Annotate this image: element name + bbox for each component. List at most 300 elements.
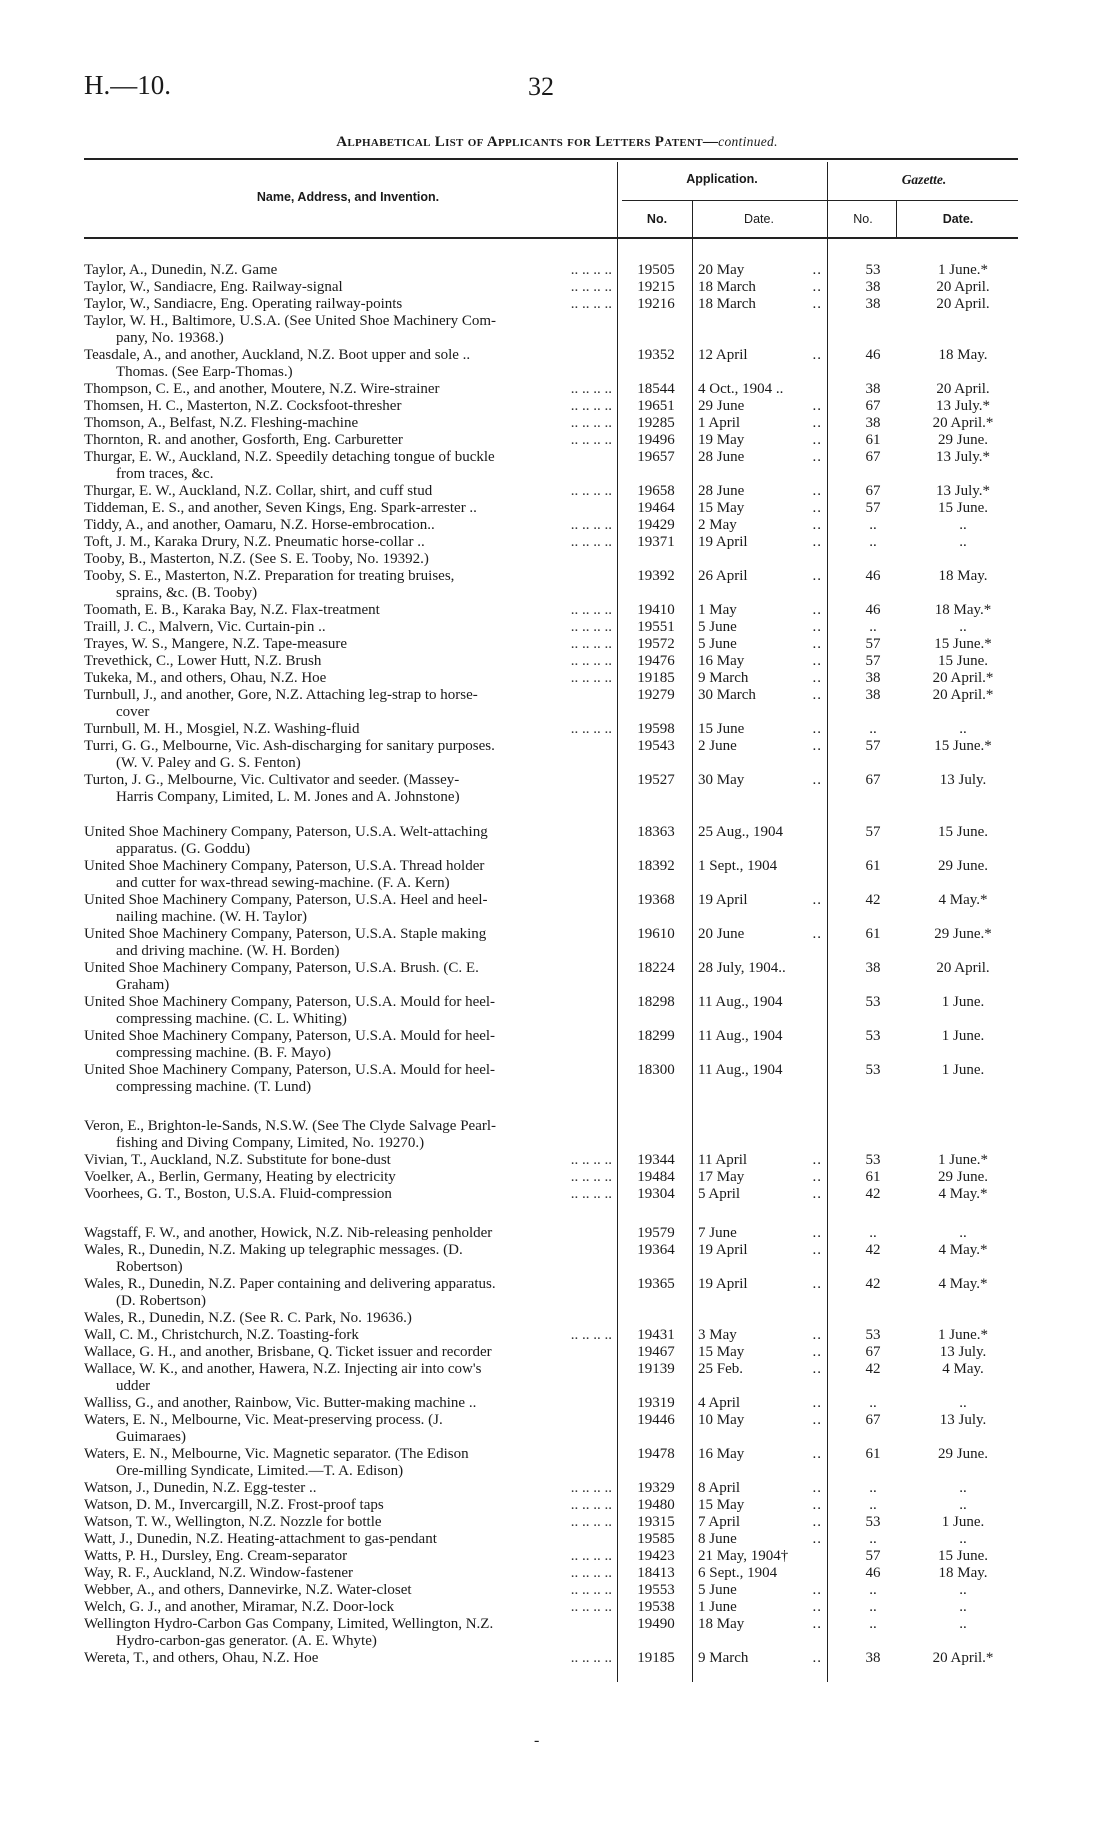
leader-dots: .. .. .. .. — [570, 381, 612, 397]
table-row — [0, 279, 1114, 296]
application-date: 15 May — [698, 1344, 745, 1360]
application-date: 28 June — [698, 483, 745, 499]
application-number: 19423 — [637, 1548, 675, 1564]
application-date: 4 April — [698, 1395, 741, 1411]
application-number: 19467 — [637, 1344, 675, 1360]
applicant-name: Toft, J. M., Karaka Drury, N.Z. Pneumatic horse-collar .. — [84, 534, 425, 550]
gazette-number: .. — [869, 534, 877, 550]
date-dots: .. — [812, 415, 822, 431]
title-continued: continued. — [718, 134, 778, 149]
gazette-date: 29 June. — [938, 432, 988, 448]
application-number: 19572 — [637, 636, 675, 652]
table-row — [0, 892, 1114, 926]
application-number: 18298 — [637, 994, 675, 1010]
application-date: 5 April — [698, 1186, 741, 1202]
date-dots: .. — [812, 1582, 822, 1598]
application-number: 19185 — [637, 1650, 675, 1666]
applicant-entry — [84, 994, 612, 1028]
gazette-date: .. — [959, 1480, 967, 1496]
gazette-date: 15 June.* — [934, 636, 992, 652]
applicant-entry — [84, 858, 612, 892]
gazette-number: 38 — [865, 670, 881, 686]
table-row — [0, 1616, 1114, 1650]
date-dots: .. — [812, 926, 822, 942]
leader-dots: .. .. .. .. — [570, 1186, 612, 1202]
application-number: 19579 — [637, 1225, 675, 1241]
gazette-date: 13 July.* — [935, 449, 991, 465]
table-row — [0, 602, 1114, 619]
table-row — [0, 1531, 1114, 1548]
applicant-name: Tiddeman, E. S., and another, Seven Kings, Eng. Spark-arrester .. — [84, 500, 477, 516]
gazette-number: 53 — [865, 1062, 881, 1078]
gazette-number: 38 — [865, 381, 881, 397]
applicant-name-continued: compressing machine. (C. L. Whiting) — [116, 1011, 347, 1027]
gazette-date: 13 July.* — [935, 483, 991, 499]
application-number: 18363 — [637, 824, 675, 840]
applicant-entry — [84, 892, 612, 926]
leader-dots: .. .. .. .. — [570, 1169, 612, 1185]
application-date: 1 April — [698, 415, 741, 431]
applicant-name: Wales, R., Dunedin, N.Z. (See R. C. Park, No. 19636.) — [84, 1310, 412, 1326]
applicant-entry — [84, 824, 612, 858]
application-number: 19279 — [637, 687, 675, 703]
gazette-number: 38 — [865, 960, 881, 976]
gazette-date: 18 May. — [938, 347, 988, 363]
application-date: 18 March — [698, 279, 756, 295]
table-row — [0, 772, 1114, 806]
applicant-entry — [84, 347, 612, 381]
gazette-number: 53 — [865, 994, 881, 1010]
application-number: 19185 — [637, 670, 675, 686]
applicant-name-continued: cover — [116, 704, 150, 720]
gazette-number: .. — [869, 1225, 877, 1241]
gazette-date: 4 May.* — [938, 1276, 988, 1292]
table-row — [0, 1514, 1114, 1531]
applicant-name-continued: Hydro-carbon-gas generator. (A. E. Whyte) — [116, 1633, 377, 1649]
table-row — [0, 1565, 1114, 1582]
application-date: 15 May — [698, 1497, 745, 1513]
date-dots: .. — [812, 432, 822, 448]
gazette-date: .. — [959, 1497, 967, 1513]
gazette-number: .. — [869, 1599, 877, 1615]
title-main: Alphabetical List of Applicants for Letters Patent— — [336, 134, 719, 150]
application-number: 19543 — [637, 738, 675, 754]
application-number: 19319 — [637, 1395, 675, 1411]
header-gazette: Gazette. — [901, 172, 947, 187]
date-dots: .. — [812, 1225, 822, 1241]
application-number: 19364 — [637, 1242, 675, 1258]
applicant-entry — [84, 687, 612, 721]
applicant-name: Trayes, W. S., Mangere, N.Z. Tape-measure — [84, 636, 348, 652]
application-date: 18 May — [698, 1616, 745, 1632]
applicant-entry — [84, 1531, 612, 1548]
application-number: 18544 — [637, 381, 675, 397]
applicant-entry — [84, 1395, 612, 1412]
gazette-date: .. — [959, 1395, 967, 1411]
table-row — [0, 1361, 1114, 1395]
applicant-name: Taylor, A., Dunedin, N.Z. Game — [84, 262, 278, 278]
application-date: 19 April — [698, 1242, 748, 1258]
table-row — [0, 721, 1114, 738]
gazette-number: 53 — [865, 1028, 881, 1044]
gazette-date: 4 May. — [942, 1361, 984, 1377]
table-row — [0, 1650, 1114, 1667]
gazette-number: 57 — [865, 636, 881, 652]
applicant-name: Thornton, R. and another, Gosforth, Eng. Carburetter — [84, 432, 403, 448]
gazette-date: 1 June.* — [938, 1152, 988, 1168]
application-date: 10 May — [698, 1412, 745, 1428]
applicant-name-continued: nailing machine. (W. H. Taylor) — [116, 909, 307, 925]
date-dots: .. — [812, 619, 822, 635]
gazette-number: 67 — [865, 483, 881, 499]
table-row — [0, 398, 1114, 415]
application-number: 19658 — [637, 483, 675, 499]
application-number: 19304 — [637, 1186, 675, 1202]
date-dots: .. — [812, 398, 822, 414]
application-date: 28 July, 1904.. — [698, 960, 786, 976]
gazette-number: 53 — [865, 1514, 881, 1530]
application-date: 5 June — [698, 619, 737, 635]
applicant-name-continued: compressing machine. (T. Lund) — [116, 1079, 312, 1095]
date-dots: .. — [812, 279, 822, 295]
applicant-name-continued: (W. V. Paley and G. S. Fenton) — [116, 755, 301, 771]
application-date: 16 May — [698, 1446, 745, 1462]
applicant-entry — [84, 1225, 612, 1242]
applicant-entry — [84, 1310, 612, 1327]
application-date: 11 Aug., 1904 — [698, 1028, 783, 1044]
application-date: 19 April — [698, 892, 748, 908]
gazette-number: 57 — [865, 653, 881, 669]
leader-dots: .. .. .. .. — [570, 1514, 612, 1530]
applicant-name: United Shoe Machinery Company, Paterson, U.S.A. Staple making — [84, 926, 487, 942]
applicant-name: United Shoe Machinery Company, Paterson, U.S.A. Mould for heel- — [84, 994, 496, 1010]
applicant-entry — [84, 738, 612, 772]
table-row — [0, 1395, 1114, 1412]
table-row — [0, 415, 1114, 432]
table-row — [0, 313, 1114, 347]
gazette-number: .. — [869, 721, 877, 737]
leader-dots: .. .. .. .. — [570, 398, 612, 414]
applicant-entry — [84, 313, 612, 347]
date-dots: .. — [812, 1514, 822, 1530]
application-date: 11 Aug., 1904 — [698, 1062, 783, 1078]
applicant-name: Watson, J., Dunedin, N.Z. Egg-tester .. — [84, 1480, 317, 1496]
applicant-name: Veron, E., Brighton-le-Sands, N.S.W. (See The Clyde Salvage Pearl- — [84, 1118, 497, 1134]
application-date: 18 March — [698, 296, 756, 312]
application-number: 19496 — [637, 432, 675, 448]
applicant-name: Voorhees, G. T., Boston, U.S.A. Fluid-compression — [84, 1186, 392, 1202]
application-date: 9 March — [698, 1650, 749, 1666]
date-dots: .. — [812, 1327, 822, 1343]
table-row — [0, 381, 1114, 398]
applicant-name: Watt, J., Dunedin, N.Z. Heating-attachment to gas-pendant — [84, 1531, 437, 1547]
gazette-date: 15 June. — [938, 653, 988, 669]
application-number: 18392 — [637, 858, 675, 874]
application-number: 19484 — [637, 1169, 675, 1185]
table-row — [0, 347, 1114, 381]
applicant-name: Taylor, W. H., Baltimore, U.S.A. (See United Shoe Machinery Com- — [84, 313, 497, 329]
applicant-name-continued: sprains, &c. (B. Tooby) — [116, 585, 258, 601]
date-dots: .. — [812, 347, 822, 363]
date-dots: .. — [812, 296, 822, 312]
leader-dots: .. .. .. .. — [570, 1548, 612, 1564]
table-row — [0, 738, 1114, 772]
gazette-number: 53 — [865, 1152, 881, 1168]
application-number: 18413 — [637, 1565, 675, 1581]
date-dots: .. — [812, 483, 822, 499]
date-dots: .. — [812, 1412, 822, 1428]
applicant-name: Tukeka, M., and others, Ohau, N.Z. Hoe — [84, 670, 327, 686]
table-row — [0, 1242, 1114, 1276]
table-row — [0, 1169, 1114, 1186]
application-date: 15 May — [698, 500, 745, 516]
table-row — [0, 1225, 1114, 1242]
date-dots: .. — [812, 262, 822, 278]
leader-dots: .. .. .. .. — [570, 1152, 612, 1168]
table-row — [0, 858, 1114, 892]
gazette-date: .. — [959, 1616, 967, 1632]
applicant-entry — [84, 1276, 612, 1310]
gazette-date: 20 April. — [936, 279, 990, 295]
table-row — [0, 568, 1114, 602]
header-app-no: No. — [646, 212, 668, 226]
gazette-number: 46 — [865, 347, 881, 363]
application-date: 11 Aug., 1904 — [698, 994, 783, 1010]
date-dots: .. — [812, 1650, 822, 1666]
applicant-entry — [84, 1118, 612, 1152]
table-row — [0, 551, 1114, 568]
gazette-number: 61 — [865, 1169, 881, 1185]
applicant-name-continued: Harris Company, Limited, L. M. Jones and A. Johnstone) — [116, 789, 460, 805]
table-row — [0, 483, 1114, 500]
applicant-name-continued: udder — [116, 1378, 151, 1394]
applicant-entry — [84, 551, 612, 568]
gazette-date: 18 May.* — [934, 602, 992, 618]
application-date: 1 Sept., 1904 — [698, 858, 778, 874]
gazette-number: 38 — [865, 1650, 881, 1666]
table-row — [0, 1548, 1114, 1565]
gazette-number: 38 — [865, 415, 881, 431]
gazette-date: 20 April.* — [932, 1650, 994, 1666]
applicant-name: Wereta, T., and others, Ohau, N.Z. Hoe — [84, 1650, 319, 1666]
application-number: 19551 — [637, 619, 675, 635]
gazette-date: .. — [959, 619, 967, 635]
table-row — [0, 670, 1114, 687]
leader-dots: .. .. .. .. — [570, 262, 612, 278]
gazette-date: 13 July.* — [935, 398, 991, 414]
gazette-number: 57 — [865, 824, 881, 840]
application-number: 19371 — [637, 534, 675, 550]
table-row — [0, 449, 1114, 483]
gazette-date: 1 June. — [941, 1062, 985, 1078]
gazette-number: .. — [869, 1480, 877, 1496]
gazette-number: 42 — [865, 1186, 881, 1202]
table-row — [0, 517, 1114, 534]
date-dots: .. — [812, 1344, 822, 1360]
table-row — [0, 824, 1114, 858]
applicant-name: Vivian, T., Auckland, N.Z. Substitute for bone-dust — [84, 1152, 391, 1168]
gazette-number: 46 — [865, 1565, 881, 1581]
gazette-date: .. — [959, 1599, 967, 1615]
applicant-name-continued: pany, No. 19368.) — [116, 330, 224, 346]
applicant-name: Walliss, G., and another, Rainbow, Vic. Butter-making machine .. — [84, 1395, 477, 1411]
applicant-name: Trevethick, C., Lower Hutt, N.Z. Brush — [84, 653, 322, 669]
application-number: 19216 — [637, 296, 675, 312]
table-row — [0, 1062, 1114, 1096]
leader-dots: .. .. .. .. — [570, 1582, 612, 1598]
date-dots: .. — [812, 636, 822, 652]
table-row — [0, 1480, 1114, 1497]
application-number: 19476 — [637, 653, 675, 669]
header-gaz-no: No. — [853, 212, 873, 226]
gazette-number: 67 — [865, 1412, 881, 1428]
application-date: 1 June — [698, 1599, 737, 1615]
table-row — [0, 1412, 1114, 1446]
application-date: 2 May — [698, 517, 737, 533]
leader-dots: .. .. .. .. — [570, 279, 612, 295]
gazette-date: 4 May.* — [938, 1242, 988, 1258]
applicant-name: Thomsen, H. C., Masterton, N.Z. Cocksfoot-thresher — [84, 398, 402, 414]
application-number: 19527 — [637, 772, 675, 788]
applicant-name: Tooby, S. E., Masterton, N.Z. Preparation for treating bruises, — [84, 568, 455, 584]
applicant-name: Tooby, B., Masterton, N.Z. (See S. E. Tooby, No. 19392.) — [84, 551, 429, 567]
gazette-date: 1 June.* — [938, 262, 988, 278]
date-dots: .. — [812, 534, 822, 550]
gazette-number: 42 — [865, 1361, 881, 1377]
applicant-name: Traill, J. C., Malvern, Vic. Curtain-pin .. — [84, 619, 326, 635]
date-dots: .. — [812, 738, 822, 754]
applicant-entry — [84, 960, 612, 994]
gazette-date: .. — [959, 1225, 967, 1241]
applicant-entry — [84, 926, 612, 960]
table-row — [0, 1582, 1114, 1599]
application-date: 3 May — [698, 1327, 737, 1343]
application-date: 30 March — [698, 687, 756, 703]
applicant-name: United Shoe Machinery Company, Paterson, U.S.A. Brush. (C. E. — [84, 960, 479, 976]
applicant-entry — [84, 1242, 612, 1276]
table-row — [0, 534, 1114, 551]
header-application: Application. — [686, 172, 758, 186]
applicant-name: Turnbull, J., and another, Gore, N.Z. Attaching leg-strap to horse- — [84, 687, 478, 703]
table-row — [0, 687, 1114, 721]
leader-dots: .. .. .. .. — [570, 721, 612, 737]
gazette-date: 29 June. — [938, 858, 988, 874]
date-dots: .. — [812, 568, 822, 584]
leader-dots: .. .. .. .. — [570, 1650, 612, 1666]
date-dots: .. — [812, 772, 822, 788]
table-row — [0, 1152, 1114, 1169]
gazette-date: 1 June. — [941, 994, 985, 1010]
application-date: 25 Feb. — [698, 1361, 743, 1377]
application-date: 19 April — [698, 1276, 748, 1292]
date-dots: .. — [812, 1361, 822, 1377]
application-number: 19365 — [637, 1276, 675, 1292]
gazette-number: .. — [869, 1395, 877, 1411]
applicant-name: United Shoe Machinery Company, Paterson, U.S.A. Welt-attaching — [84, 824, 488, 840]
application-number: 19651 — [637, 398, 675, 414]
applicant-name: Thomson, A., Belfast, N.Z. Fleshing-machine — [84, 415, 359, 431]
gazette-number: 61 — [865, 858, 881, 874]
leader-dots: .. .. .. .. — [570, 670, 612, 686]
applicant-name: Way, R. F., Auckland, N.Z. Window-fastener — [84, 1565, 354, 1581]
application-date: 30 May — [698, 772, 745, 788]
application-date: 20 May — [698, 262, 745, 278]
gazette-number: 67 — [865, 1344, 881, 1360]
header-name: Name, Address, and Invention. — [256, 190, 440, 204]
gazette-date: 15 June. — [938, 824, 988, 840]
gazette-date: 15 June.* — [934, 738, 992, 754]
table-row — [0, 432, 1114, 449]
table-row — [0, 1446, 1114, 1480]
applicant-name: Thurgar, E. W., Auckland, N.Z. Speedily detaching tongue of buckle — [84, 449, 495, 465]
leader-dots: .. .. .. .. — [570, 1327, 612, 1343]
applicant-name-continued: fishing and Diving Company, Limited, No. 19270.) — [116, 1135, 425, 1151]
gazette-date: 20 April. — [936, 381, 990, 397]
application-number: 19429 — [637, 517, 675, 533]
application-date: 20 June — [698, 926, 745, 942]
table-row — [0, 1344, 1114, 1361]
application-date: 11 April — [698, 1152, 748, 1168]
gazette-number: .. — [869, 1616, 877, 1632]
gazette-date: 29 June. — [938, 1169, 988, 1185]
date-dots: .. — [812, 721, 822, 737]
application-number: 19598 — [637, 721, 675, 737]
leader-dots: .. .. .. .. — [570, 296, 612, 312]
gazette-number: 42 — [865, 892, 881, 908]
gazette-date: 1 June.* — [938, 1327, 988, 1343]
stray-mark: - — [534, 1732, 540, 1749]
date-dots: .. — [812, 1276, 822, 1292]
application-number: 19478 — [637, 1446, 675, 1462]
gazette-date: 29 June.* — [934, 926, 992, 942]
application-date: 29 June — [698, 398, 745, 414]
application-number: 19315 — [637, 1514, 675, 1530]
date-dots: .. — [812, 500, 822, 516]
page-number: 32 — [528, 72, 554, 101]
table-row — [0, 1186, 1114, 1203]
applicant-name-continued: and cutter for wax-thread sewing-machine. (F. A. Kern) — [116, 875, 450, 891]
leader-dots: .. .. .. .. — [570, 636, 612, 652]
leader-dots: .. .. .. .. — [570, 1480, 612, 1496]
gazette-date: 4 May.* — [938, 1186, 988, 1202]
gazette-number: 57 — [865, 500, 881, 516]
leader-dots: .. .. .. .. — [570, 602, 612, 618]
applicant-name-continued: Robertson) — [116, 1259, 183, 1275]
applicant-entry — [84, 1062, 612, 1096]
application-number: 19490 — [637, 1616, 675, 1632]
applicant-name: Turton, J. G., Melbourne, Vic. Cultivator and seeder. (Massey- — [84, 772, 460, 788]
gazette-number: 61 — [865, 926, 881, 942]
applicant-name: United Shoe Machinery Company, Paterson, U.S.A. Mould for heel- — [84, 1062, 496, 1078]
applicant-name: Wallace, G. H., and another, Brisbane, Q. Ticket issuer and recorder — [84, 1344, 492, 1360]
application-date: 6 Sept., 1904 — [698, 1565, 778, 1581]
application-number: 19480 — [637, 1497, 675, 1513]
gazette-date: 20 April. — [936, 296, 990, 312]
applicant-name: Watson, D. M., Invercargill, N.Z. Frost-proof taps — [84, 1497, 384, 1513]
applicant-entry — [84, 1361, 612, 1395]
table-row — [0, 994, 1114, 1028]
date-dots: .. — [812, 1446, 822, 1462]
table-row — [0, 296, 1114, 313]
table-row — [0, 926, 1114, 960]
table-row — [0, 653, 1114, 670]
applicant-name-continued: from traces, &c. — [116, 466, 214, 482]
leader-dots: .. .. .. .. — [570, 1565, 612, 1581]
gazette-date: .. — [959, 721, 967, 737]
gazette-date: .. — [959, 1582, 967, 1598]
application-number: 19538 — [637, 1599, 675, 1615]
application-number: 19352 — [637, 347, 675, 363]
